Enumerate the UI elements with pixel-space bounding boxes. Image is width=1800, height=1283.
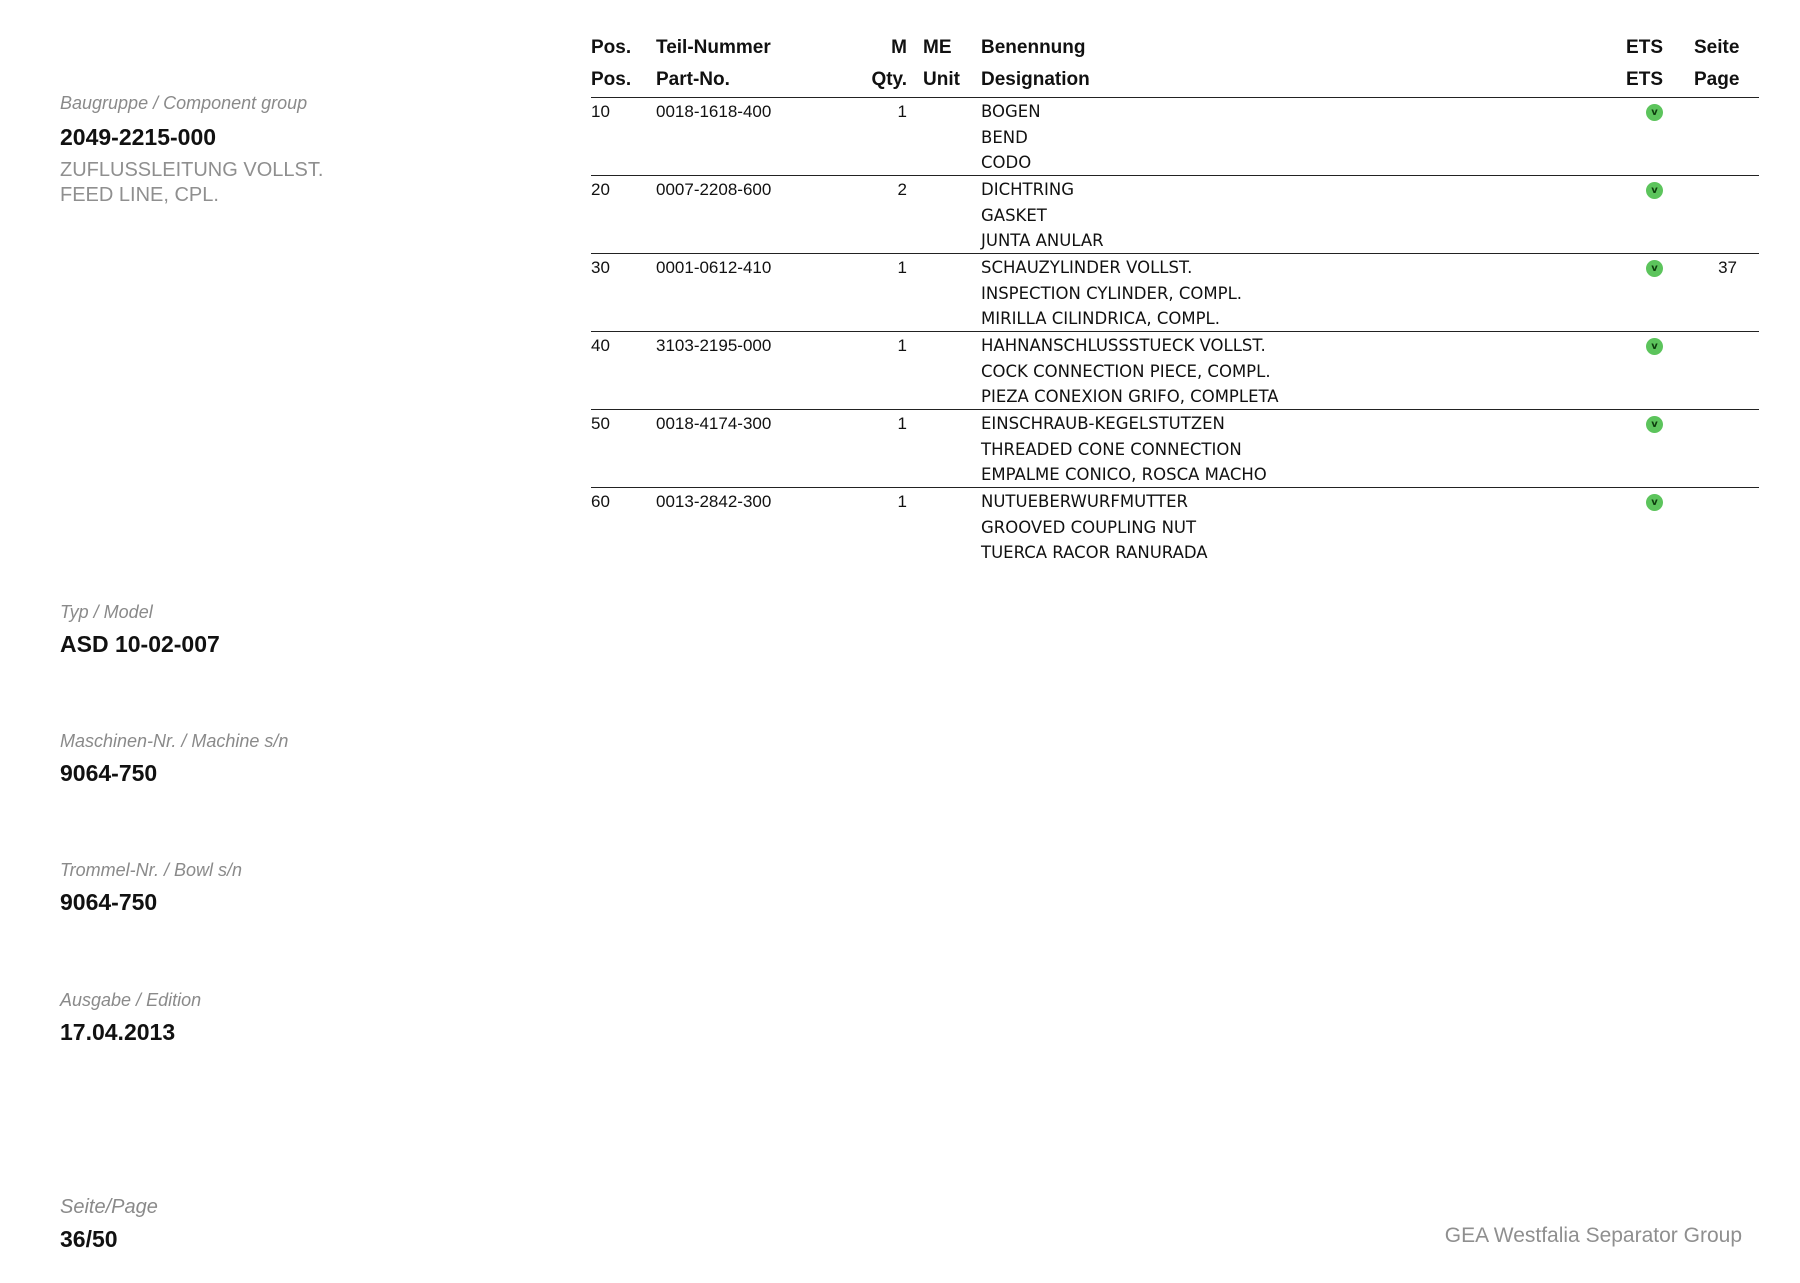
check-circle-icon: v	[1646, 416, 1663, 433]
row-part-number: 0007-2208-600	[656, 180, 772, 199]
designation-es: PIEZA CONEXION GRIFO, COMPLETA	[981, 387, 1279, 406]
header-ets-de: ETS	[1626, 37, 1663, 58]
designation-de: EINSCHRAUB-KEGELSTUTZEN	[981, 414, 1225, 433]
row-designation	[981, 255, 1242, 332]
header-page-en: Page	[1694, 69, 1740, 90]
table-row	[591, 488, 1759, 565]
model-value: ASD 10-02-007	[60, 631, 220, 657]
row-designation	[981, 177, 1104, 254]
row-pos: 60	[591, 492, 610, 511]
designation-de: HAHNANSCHLUSSSTUECK VOLLST.	[981, 336, 1266, 355]
row-part-number: 3103-2195-000	[656, 336, 772, 355]
row-qty: 1	[897, 492, 907, 511]
designation-en: GROOVED COUPLING NUT	[981, 517, 1197, 537]
designation-de: SCHAUZYLINDER VOLLST.	[981, 258, 1193, 277]
header-pos-de: Pos.	[591, 37, 632, 58]
table-body	[591, 98, 1759, 565]
row-designation	[981, 489, 1208, 566]
header-qty-de: M	[891, 37, 907, 58]
check-circle-icon: v	[1646, 260, 1663, 277]
table-header-de	[591, 33, 1759, 65]
designation-es: CODO	[981, 153, 1032, 172]
page-label: Seite/Page	[60, 1196, 158, 1218]
component-group-number: 2049-2215-000	[60, 124, 217, 150]
machine-sn-label: Maschinen-Nr. / Machine s/n	[60, 731, 289, 751]
header-part-en: Part-No.	[656, 69, 730, 90]
designation-de: DICHTRING	[981, 180, 1075, 199]
table-header-en	[591, 65, 1759, 97]
header-designation-de: Benennung	[981, 37, 1086, 58]
designation-es: JUNTA ANULAR	[981, 231, 1104, 250]
row-qty: 1	[897, 258, 907, 277]
row-qty: 2	[897, 180, 907, 199]
row-page-link[interactable]: 37	[1718, 258, 1737, 277]
bowl-sn-label: Trommel-Nr. / Bowl s/n	[60, 860, 243, 880]
header-ets-en: ETS	[1626, 69, 1663, 90]
machine-sn-value: 9064-750	[60, 760, 158, 786]
check-circle-icon: v	[1646, 104, 1663, 121]
bowl-sn-value: 9064-750	[60, 889, 158, 915]
component-group-label: Baugruppe / Component group	[60, 93, 308, 113]
row-pos: 30	[591, 258, 610, 277]
check-circle-icon: v	[1646, 182, 1663, 199]
brand-footer: GEA Westfalia Separator Group	[1444, 1224, 1742, 1247]
row-qty: 1	[897, 102, 907, 121]
model-label: Typ / Model	[60, 602, 153, 622]
row-pos: 40	[591, 336, 610, 355]
table-row	[591, 332, 1759, 410]
designation-de: BOGEN	[981, 102, 1041, 121]
parts-table	[591, 33, 1759, 565]
row-qty: 1	[897, 336, 907, 355]
row-part-number: 0018-1618-400	[656, 102, 772, 121]
table-row	[591, 254, 1759, 332]
row-pos: 20	[591, 180, 610, 199]
row-pos: 10	[591, 102, 610, 121]
designation-es: TUERCA RACOR RANURADA	[981, 543, 1208, 562]
table-row	[591, 98, 1759, 176]
header-unit-de: ME	[923, 37, 952, 58]
row-qty: 1	[897, 414, 907, 433]
row-designation	[981, 333, 1279, 410]
edition-value: 17.04.2013	[60, 1019, 176, 1045]
designation-en: COCK CONNECTION PIECE, COMPL.	[981, 361, 1271, 381]
header-designation-en: Designation	[981, 69, 1090, 90]
header-pos-en: Pos.	[591, 69, 632, 90]
row-part-number: 0013-2842-300	[656, 492, 772, 511]
row-part-number: 0018-4174-300	[656, 414, 772, 433]
check-circle-icon: v	[1646, 494, 1663, 511]
designation-en: THREADED CONE CONNECTION	[981, 439, 1242, 459]
table-row	[591, 176, 1759, 254]
edition-label: Ausgabe / Edition	[60, 990, 202, 1010]
designation-en: BEND	[981, 127, 1028, 147]
designation-en: GASKET	[981, 205, 1047, 225]
row-designation	[981, 411, 1267, 488]
component-group-name-en: FEED LINE, CPL.	[60, 184, 219, 206]
designation-es: MIRILLA CILINDRICA, COMPL.	[981, 309, 1220, 328]
row-designation	[981, 99, 1041, 176]
header-unit-en: Unit	[923, 69, 960, 90]
header-page-de: Seite	[1694, 37, 1740, 58]
check-circle-icon: v	[1646, 338, 1663, 355]
page-number: 36/50	[60, 1226, 118, 1252]
table-row	[591, 410, 1759, 488]
header-qty-en: Qty.	[871, 69, 907, 90]
row-pos: 50	[591, 414, 610, 433]
designation-es: EMPALME CONICO, ROSCA MACHO	[981, 465, 1267, 484]
designation-de: NUTUEBERWURFMUTTER	[981, 492, 1188, 511]
row-part-number: 0001-0612-410	[656, 258, 772, 277]
designation-en: INSPECTION CYLINDER, COMPL.	[981, 283, 1243, 303]
component-group-name-de: ZUFLUSSLEITUNG VOLLST.	[60, 159, 324, 181]
header-part-de: Teil-Nummer	[656, 37, 771, 58]
